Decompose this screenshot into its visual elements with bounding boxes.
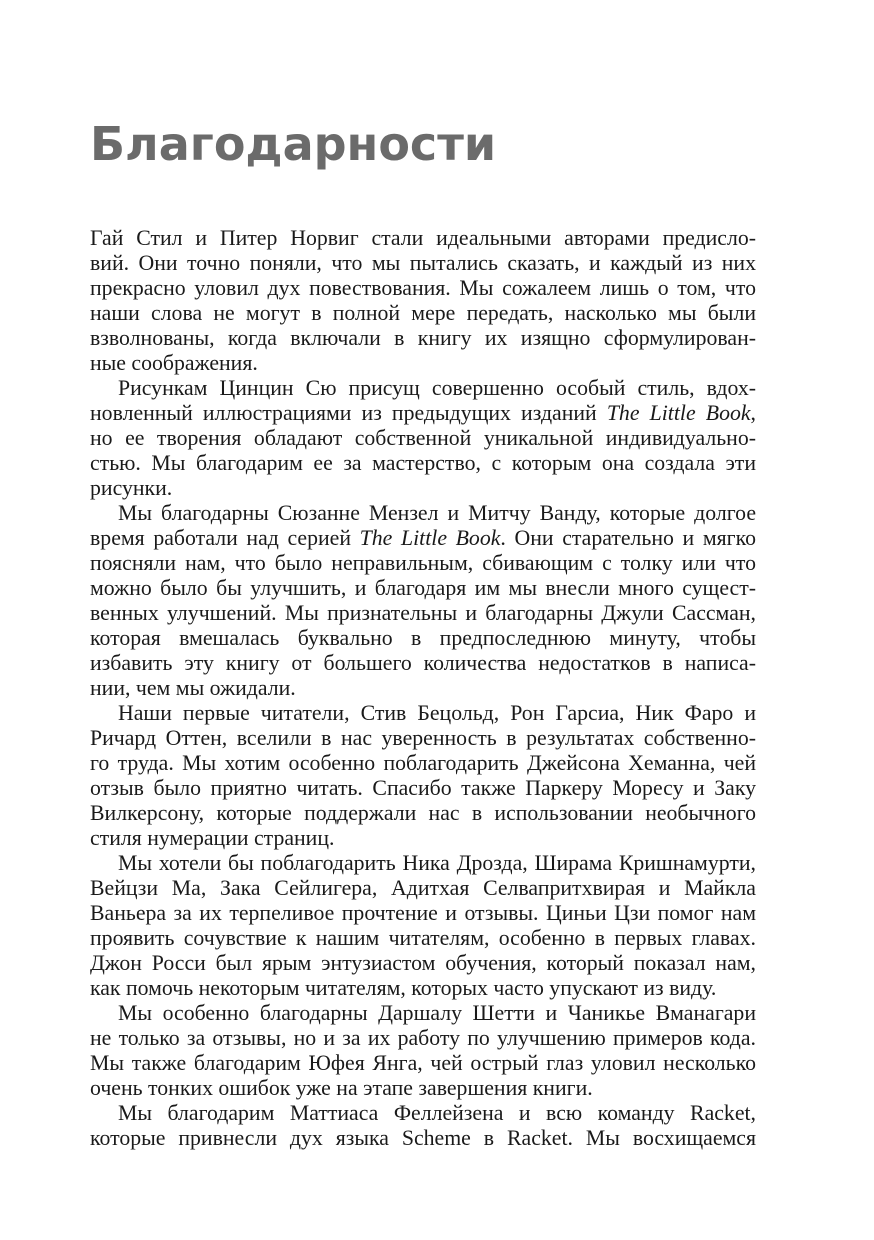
text-line: стью. Мы благодарим ее за мастерство, с которым она создала эти (90, 451, 756, 475)
book-title-italic: The Little Book (359, 526, 501, 550)
text-line: Мы благодарим Маттиаса Феллейзена и всю команду Racket, (118, 1101, 756, 1125)
text-line: ные соображения. (90, 351, 258, 375)
paragraph (90, 376, 756, 501)
text-line: но ее творения обладают собственной уникальной индивидуально- (90, 426, 756, 450)
text-line: Рисункам Цинцин Сю присущ совершенно особый стиль, вдох- (118, 376, 756, 400)
text-line: которая вмешалась буквально в предпоследнюю минуту, чтобы (90, 626, 756, 650)
text-line: нии, чем мы ожидали. (90, 676, 296, 700)
text-line: Гай Стил и Питер Норвиг стали идеальными авторами предисло- (90, 226, 756, 250)
text-line: го труда. Мы хотим особенно поблагодарить Джейсона Хеманна, чей (90, 751, 756, 775)
text-line: как помочь некоторым читателям, которых часто упускают из виду. (90, 976, 717, 1000)
paragraph (90, 501, 756, 701)
text-segment: время работали над серией (90, 526, 360, 550)
text-line: Вилкерсону, которые поддержали нас в использовании необычного (90, 801, 756, 825)
text-line: очень тонких ошибок уже на этапе завершения книги. (90, 1076, 593, 1100)
text-line: взволнованы, когда включали в книгу их изящно сформулирован- (90, 326, 756, 350)
text-segment: . Они старательно и мягко (500, 526, 756, 550)
text-line: Наши первые читатели, Стив Бецольд, Рон Гарсиа, Ник Фаро и (118, 701, 756, 725)
text-line: стиля нумерации страниц. (90, 826, 335, 850)
text-line (90, 401, 756, 426)
text-line: Мы также благодарим Юфея Янга, чей острый глаз уловил несколько (90, 1051, 756, 1075)
acknowledgements-text (90, 226, 756, 1151)
paragraph (90, 1101, 756, 1151)
text-line: Ваньера за их терпеливое прочтение и отзывы. Циньи Цзи помог нам (90, 901, 756, 925)
text-line: Мы особенно благодарны Даршалу Шетти и Чаникье Вманагари (118, 1001, 756, 1025)
text-line: избавить эту книгу от большего количества недостатков в написа- (90, 651, 756, 675)
page-title: Благодарности (90, 117, 497, 171)
text-line: поясняли нам, что было неправильным, сбивающим с толку или что (90, 551, 756, 575)
text-line: Ричард Оттен, вселили в нас уверенность в результатах собственно- (90, 726, 756, 750)
book-title-italic: The Little Book (606, 401, 751, 425)
paragraph (90, 851, 756, 1001)
text-line: можно было бы улучшить, и благодаря им мы внесли много сущест- (90, 576, 756, 600)
text-line: Вейцзи Ма, Зака Сейлигера, Адитхая Селвапритхвирая и Майкла (90, 876, 756, 900)
text-line: рисунки. (90, 476, 173, 500)
text-line: отзыв было приятно читать. Спасибо также Паркеру Моресу и Заку (90, 776, 756, 800)
text-line: Джон Росси был ярым энтузиастом обучения, который показал нам, (90, 951, 756, 975)
text-segment: новленный иллюстрациями из предыдущих изданий (90, 401, 607, 425)
text-line: наши слова не могут в полной мере передать, насколько мы были (90, 301, 756, 325)
text-line: прекрасно уловил дух повествования. Мы сожалеем лишь о том, что (90, 276, 756, 300)
text-line: венных улучшений. Мы признательны и благодарны Джули Сассман, (90, 601, 756, 625)
paragraph (90, 1001, 756, 1101)
text-segment: , (750, 401, 756, 425)
text-line: Мы хотели бы поблагодарить Ника Дрозда, Ширама Кришнамурти, (118, 851, 756, 875)
paragraph (90, 226, 756, 376)
text-line (90, 526, 756, 551)
text-line: Мы благодарны Сюзанне Мензел и Митчу Ванду, которые долгое (118, 501, 756, 525)
text-line: которые привнесли дух языка Scheme в Racket. Мы восхищаемся (90, 1126, 756, 1150)
text-line: не только за отзывы, но и за их работу по улучшению примеров кода. (90, 1026, 756, 1050)
text-line: проявить сочувствие к нашим читателям, особенно в первых главах. (90, 926, 756, 950)
paragraph (90, 701, 756, 851)
text-line: вий. Они точно поняли, что мы пытались сказать, и каждый из них (90, 251, 756, 275)
